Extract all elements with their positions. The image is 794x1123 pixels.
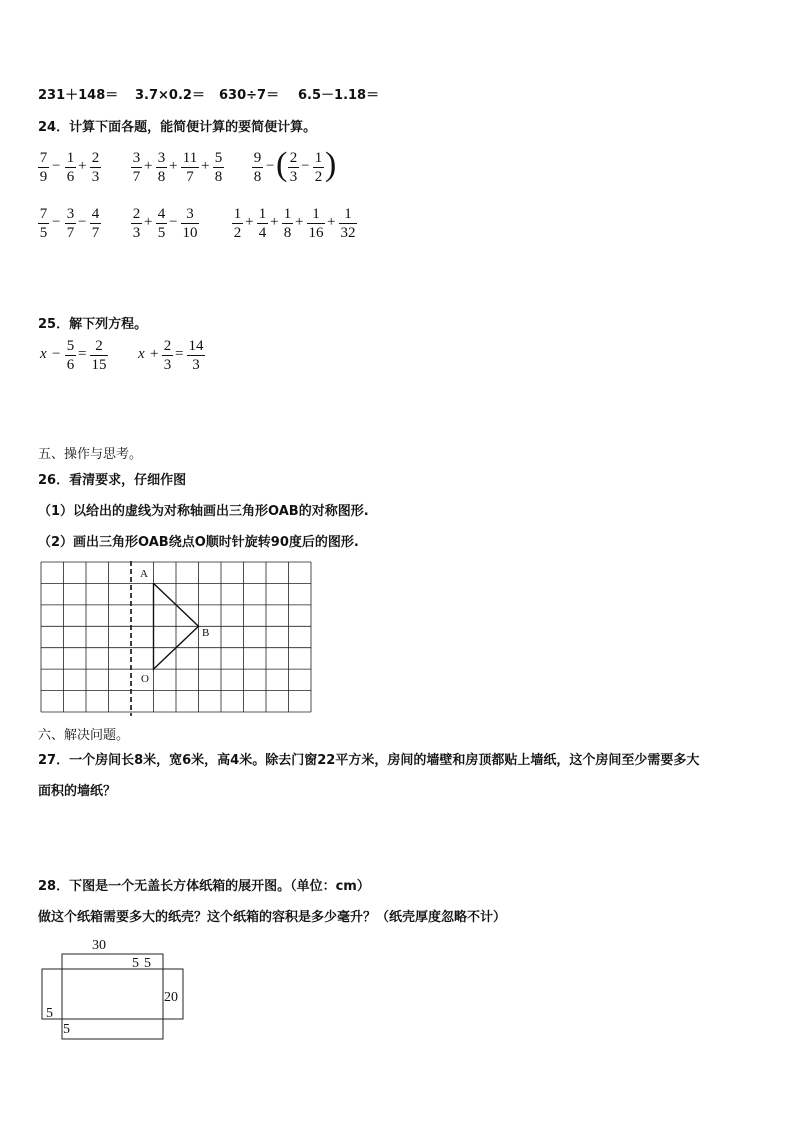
oral-calc-3: 630÷7＝ — [219, 88, 280, 103]
oral-calc-1: 231＋148＝ — [38, 88, 119, 103]
q25-title: 25．解下列方程。 — [38, 317, 148, 332]
point-a-label: A — [140, 568, 148, 580]
label-height-5-b: 5 — [144, 956, 151, 971]
q27-line-2: 面积的墙纸？ — [38, 784, 117, 799]
q26-part-1: （1）以给出的虚线为对称轴画出三角形OAB的对称图形. — [38, 504, 369, 519]
label-height-5-bottom: 5 — [63, 1022, 70, 1037]
q26-grid-diagram — [40, 561, 312, 716]
q24-title: 24．计算下面各题，能简便计算的要简便计算。 — [38, 120, 317, 135]
grid-svg — [40, 561, 312, 716]
oral-calc-4: 6.5－1.18＝ — [298, 88, 380, 103]
oral-calc-2: 3.7×0.2＝ — [135, 88, 205, 103]
label-length-30: 30 — [92, 938, 106, 953]
q28-question: 做这个纸箱需要多大的纸壳？这个纸箱的容积是多少毫升？（纸壳厚度忽略不计） — [38, 910, 507, 925]
q27-line-1: 27．一个房间长8米，宽6米，高4米。除去门窗22平方米，房间的墙壁和房顶都贴上墙纸，这个房间至少需要多大 — [38, 753, 700, 768]
label-height-5-a: 5 — [132, 956, 139, 971]
grid-lines — [41, 562, 311, 712]
section-6-heading: 六、解决问题。 — [38, 728, 130, 743]
point-b-label: B — [202, 627, 210, 639]
q28-box-net-diagram — [38, 936, 188, 1046]
label-height-5-left: 5 — [46, 1006, 53, 1021]
q26-title: 26．看清要求，仔细作图 — [38, 473, 187, 488]
q26-part-2: （2）画出三角形OAB绕点O顺时针旋转90度后的图形. — [38, 535, 359, 550]
point-o-label: O — [141, 673, 149, 685]
net-bottom-face — [62, 969, 163, 1019]
label-width-20: 20 — [164, 990, 178, 1005]
q28-title: 28．下图是一个无盖长方体纸箱的展开图。（单位：cm） — [38, 879, 370, 894]
section-5-heading: 五、操作与思考。 — [38, 447, 143, 462]
oral-calc-row — [38, 84, 418, 102]
net-bottom-flap — [62, 1019, 163, 1039]
